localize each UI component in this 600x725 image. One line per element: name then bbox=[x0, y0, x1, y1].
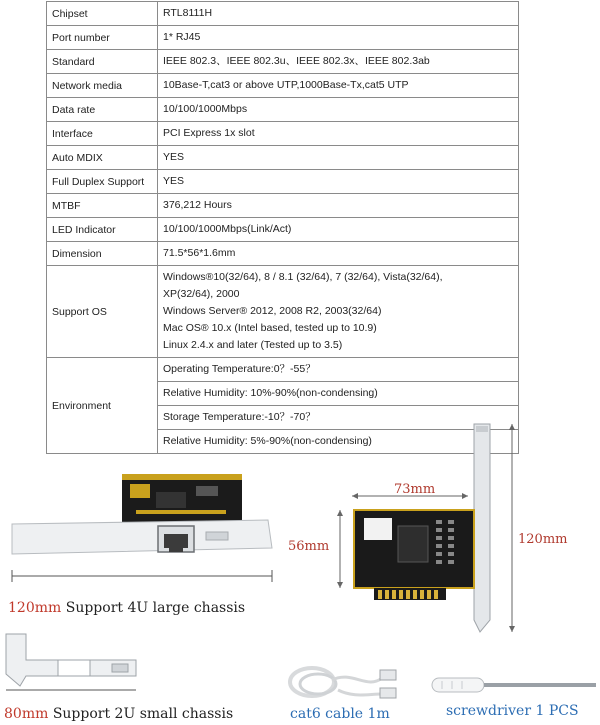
spec-value: 10/100/1000Mbps(Link/Act) bbox=[158, 218, 519, 242]
spec-row-environment bbox=[47, 358, 519, 382]
screwdriver-image bbox=[428, 672, 600, 698]
small-chassis-caption bbox=[4, 706, 233, 722]
spec-value: IEEE 802.3、IEEE 802.3u、IEEE 802.3x、IEEE 802.3ab bbox=[158, 50, 519, 74]
spec-value: 71.5*56*1.6mm bbox=[158, 242, 519, 266]
spec-row bbox=[47, 146, 519, 170]
spec-value-os bbox=[158, 266, 519, 358]
spec-row bbox=[47, 218, 519, 242]
board-height-dimension-label: 56mm bbox=[288, 539, 330, 554]
os-line: Mac OS® 10.x (Intel based, tested up to 10.9) bbox=[163, 322, 377, 334]
screwdriver-caption: screwdriver 1 PCS bbox=[446, 703, 579, 719]
os-line: Windows®10(32/64), 8 / 8.1 (32/64), 7 (32/64), Vista(32/64), bbox=[163, 271, 443, 283]
width-dimension-label: 73mm bbox=[394, 482, 436, 497]
large-size-label: 120mm bbox=[8, 600, 62, 616]
large-chassis-text: Support 4U large chassis bbox=[61, 600, 246, 616]
spec-row bbox=[47, 242, 519, 266]
spec-label: Standard bbox=[47, 50, 158, 74]
spec-value: YES bbox=[158, 146, 519, 170]
os-line: XP(32/64), 2000 bbox=[163, 288, 240, 300]
spec-value: PCI Express 1x slot bbox=[158, 122, 519, 146]
spec-label: Support OS bbox=[47, 266, 158, 358]
large-chassis-caption bbox=[8, 600, 245, 616]
spec-value: Relative Humidity: 5%-90%(non-condensing) bbox=[158, 430, 519, 454]
spec-label: Environment bbox=[47, 358, 158, 454]
spec-value: RTL8111H bbox=[158, 2, 519, 26]
spec-row-support-os bbox=[47, 266, 519, 358]
spec-value: Relative Humidity: 10%-90%(non-condensing) bbox=[158, 382, 519, 406]
small-chassis-text: Support 2U small chassis bbox=[48, 706, 234, 722]
cable-caption: cat6 cable 1m bbox=[290, 706, 390, 722]
spec-value: 10/100/1000Mbps bbox=[158, 98, 519, 122]
spec-value: Storage Temperature:-10？-70？ bbox=[158, 406, 519, 430]
spec-row bbox=[47, 194, 519, 218]
spec-row bbox=[47, 170, 519, 194]
low-profile-bracket-image bbox=[2, 630, 142, 694]
bracket-height-dimension-label: 120mm bbox=[518, 532, 568, 547]
spec-row bbox=[47, 2, 519, 26]
spec-label: Port number bbox=[47, 26, 158, 50]
spec-row bbox=[47, 26, 519, 50]
network-card-full-bracket-image bbox=[6, 462, 281, 592]
small-size-label: 80mm bbox=[4, 706, 49, 722]
spec-value: 10Base-T,cat3 or above UTP,1000Base-Tx,cat5 UTP bbox=[158, 74, 519, 98]
spec-label: Network media bbox=[47, 74, 158, 98]
cat6-cable-image bbox=[282, 660, 402, 705]
spec-label: LED Indicator bbox=[47, 218, 158, 242]
spec-label: Full Duplex Support bbox=[47, 170, 158, 194]
spec-value: Operating Temperature:0？-55？ bbox=[158, 358, 519, 382]
spec-label: Auto MDIX bbox=[47, 146, 158, 170]
spec-label: Dimension bbox=[47, 242, 158, 266]
spec-row bbox=[47, 50, 519, 74]
spec-row bbox=[47, 98, 519, 122]
spec-label: Chipset bbox=[47, 2, 158, 26]
spec-row bbox=[47, 122, 519, 146]
spec-row bbox=[47, 74, 519, 98]
os-line: Windows Server® 2012, 2008 R2, 2003(32/64) bbox=[163, 305, 382, 317]
spec-value: 376,212 Hours bbox=[158, 194, 519, 218]
spec-label: Interface bbox=[47, 122, 158, 146]
spec-value: 1* RJ45 bbox=[158, 26, 519, 50]
os-line: Linux 2.4.x and later (Tested up to 3.5) bbox=[163, 339, 343, 351]
spec-value: YES bbox=[158, 170, 519, 194]
spec-table bbox=[46, 1, 519, 454]
spec-label: Data rate bbox=[47, 98, 158, 122]
spec-label: MTBF bbox=[47, 194, 158, 218]
